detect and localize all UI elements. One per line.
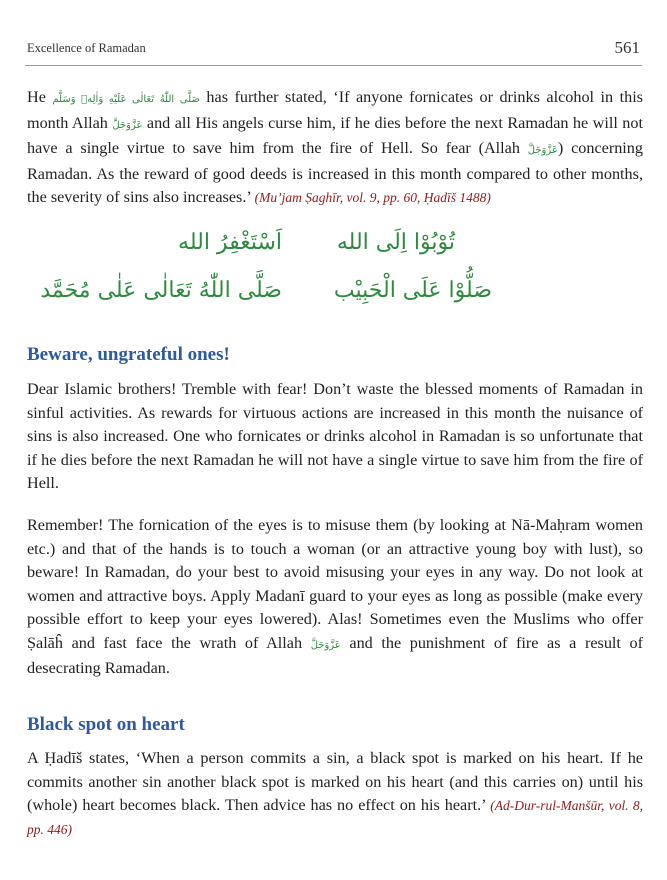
- dua-tubu-ilallah: تُوْبُوْا اِلَى الله: [336, 230, 455, 255]
- dua-sallu-alal-habib: صَلُّوْا عَلَى الْحَبِيْب: [333, 278, 492, 303]
- intro-text-4: ) concerning Ramadan. As the reward of good deeds is increased in this month compared to other months, the severity of sins also increases.’: [27, 139, 643, 206]
- section2-paragraph: [27, 747, 643, 841]
- azza-wa-jal-calligraphy: عَزَّوَجَلَّ: [112, 119, 143, 131]
- intro-citation: (Mu’jam Ṣaghīr, vol. 9, pp. 60, Ḥadīš 1488): [254, 190, 491, 205]
- section-heading-black-spot: Black spot on heart: [27, 714, 185, 735]
- azza-wa-jal-calligraphy: عَزَّوَجَلَّ: [527, 145, 558, 156]
- header-divider: [25, 65, 642, 66]
- section1-paragraph-1: Dear Islamic brothers! Tremble with fear! Don’t waste the blessed moments of Ramadan in sinful activities. As rewards for virtuous actions are increased in this month the nuisance of sins is also increased. One who fornicates or drinks alcohol in Ramadan is so unfortunate that if he dies before the next Ramadan he will not have a single virtue to save him from the fire of Hell.: [27, 380, 643, 492]
- intro-text-1: He: [27, 88, 53, 106]
- section1-text-a: Remember! The fornication of the eyes is to misuse them (by looking at Nā-Maḥram women etc.) and that of the hands is to touch a woman (or an attractive young boy with lust), so beware! In Ramadan, do your best to avoid misusing your eyes in any way. Do not look at women and attractive boys. Apply Madanī guard to your eyes as long as possible (make every possible effort to keep your eyes lowered). Alas! Sometimes even the Muslims who offer Ṣalāĥ and fast face the wrath of Allah: [27, 516, 643, 652]
- dua-astaghfirullah: اَسْتَغْفِرُ الله: [178, 230, 282, 255]
- azza-wa-jal-calligraphy: عَزَّوَجَلَّ: [310, 639, 341, 651]
- running-title: Excellence of Ramadan: [27, 41, 146, 55]
- page-number: 561: [614, 38, 640, 57]
- intro-text-3: and all His angels curse him, if he dies before the next Ramadan he will not have a single virtue to save him from the fire of Hell. So fear (Allah: [27, 113, 643, 157]
- section2-citation: (Ad-Dur-rul-Manšūr, vol. 8, pp. 446): [27, 798, 643, 837]
- section1-paragraph-2: [27, 514, 643, 681]
- section1-text-b: and the punishment of fire as a result of desecrating Ramadan.: [27, 633, 643, 677]
- intro-paragraph: [27, 86, 643, 210]
- section-heading-beware: Beware, ungrateful ones!: [27, 344, 230, 365]
- salutation-calligraphy: صَلَّى اللّٰهُ تَعَالٰی عَلَيْهِ وَاٰلِهٖ وَسَلَّم: [52, 94, 200, 105]
- intro-text-2: has further stated, ‘If anyone fornicates or drinks alcohol in this month Allah: [27, 88, 643, 132]
- section2-text: A Ḥadīš states, ‘When a person commits a sin, a black spot is marked on his heart. If he commits another sin another black spot is marked on his heart (and this carries on) until his (whole) heart becomes black. Then advice has no effect on his heart.’: [27, 749, 643, 814]
- dua-salawat: صَلَّى اللّٰهُ تَعَالٰى عَلٰى مُحَمَّد: [40, 278, 282, 303]
